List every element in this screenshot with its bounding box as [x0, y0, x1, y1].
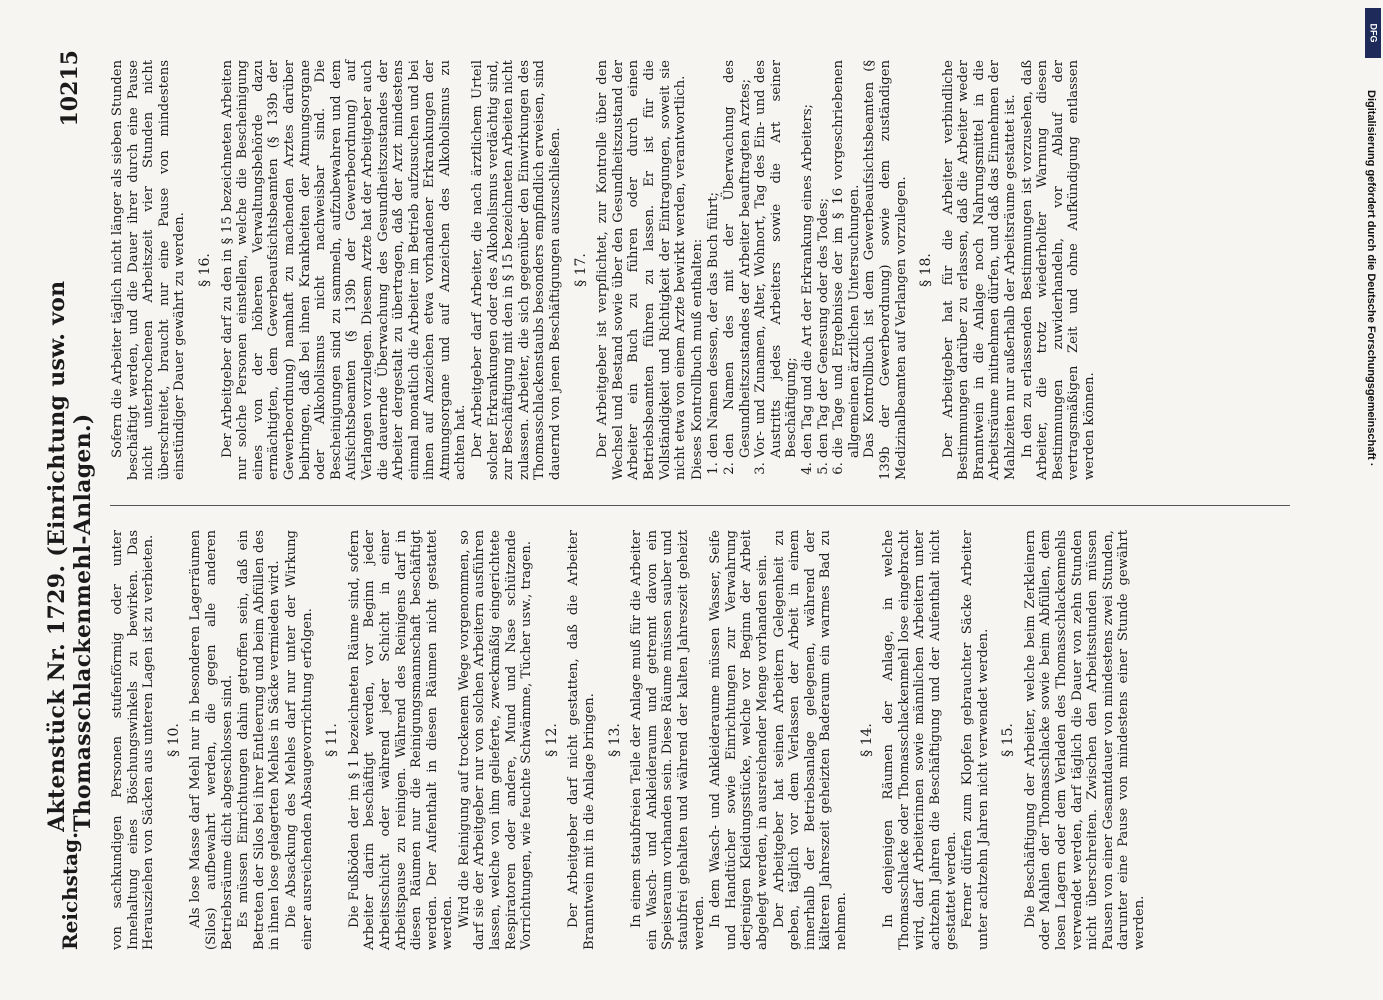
paragraph: Die Fußböden der im § 1 bezeichneten Räume sind, sofern Arbeiter darin beschäftigt werden, vor Beginn jeder Arbeitsschicht oder während jeder Schicht in einer Arbeitspause zu reinigen. Während des Reinigens darf in diesen Räumen nur die Reinigungsmannschaft beschäftigt werden. Der Aufenthalt in diesen Räumen nicht gestattet werden.	[346, 530, 456, 950]
section-heading: § 12.	[543, 723, 560, 757]
section-heading: § 13.	[606, 723, 623, 757]
document-page	[44, 50, 1310, 950]
paragraph: In dem Wasch- und Ankleideraume müssen Wasser, Seife und Handtücher sowie Einrichtungen zur Verwahrung derjenigen Kleidungsstücke, welche vor Beginn der Arbeit abgelegt werden, in ausreichender Menge vorhanden sein.	[708, 530, 770, 950]
paragraph: Das Kontrollbuch ist dem Gewerbeaufsichtsbeamten (§ 139b der Gewerbeordnung) sowie dem zuständigen Medizinalbeamten auf Verlangen vorzulegen.	[862, 60, 909, 480]
paragraph: Es müssen Einrichtungen dahin getroffen sein, daß ein Betreten der Silos bei ihrer Entleerung und beim Abfüllen des in ihnen lose gelagerten Mehles in Säcke vermieden wird.	[236, 530, 283, 950]
paragraph: Der Arbeitgeber darf zu den in § 15 bezeichneten Arbeiten nur solche Personen einstellen, welche die Bescheinigung eines von der höheren Verwaltungsbehörde dazu ermächtigten, dem Gewerbeaufsichtsbeamten (§ 139b der Gewerbeordnung) namhaft zu machenden Arztes darüber beibringen, daß bei ihnen Krankheiten der Atmungsorgane oder Alkoholismus nicht nachweisbar sind. Die Bescheinigungen sind zu sammeln, aufzubewahren und dem Aufsichtsbeamten (§ 139b der Gewerbeordnung) auf Verlangen vorzulegen. Diesem Arzte hat der Arbeitgeber auch die dauernde Überwachung des Gesundheitszustandes der Arbeiter dergestalt zu übertragen, daß der Arzt mindestens einmal monatlich die Arbeiter im Betrieb aufzusuchen und bei ihnen auf Anzeichen etwa vorhandener Erkrankungen der Atmungsorgane und auf Anzeichen des Alkoholismus zu achten hat.	[219, 60, 469, 480]
header-title: Aktenstück Nr. 1729. (Einrichtung usw. von Thomasschlackenmehl-Anlagen.)	[44, 280, 96, 832]
list-item: 4. den Tag und die Art der Erkrankung eines Arbeiters;	[800, 60, 816, 458]
paragraph: Der Arbeitgeber ist verpflichtet, zur Kontrolle über den Wechsel und Bestand sowie über den Gesundheitszustand der Arbeiter ein Buch zu führen oder durch einen Betriebsbeamten führen zu lassen. Er ist für die Vollständigkeit und Richtigkeit der Eintragungen, soweit sie nicht etwa von einem Arzte bewirkt werden, verantwortlich.	[595, 60, 689, 480]
paragraph: Sofern die Arbeiter täglich nicht länger als sieben Stunden beschäftigt werden, und die Dauer ihrer durch eine Pause nicht unterbrochenen Arbeitszeit vier Stunden nicht überschreitet, braucht nur eine Pause von mindestens einstündiger Dauer gewährt zu werden.	[110, 60, 188, 480]
digitization-text: Digitalisierung gefördert durch die Deutsche Forschungsgemeinschaft ·	[1365, 90, 1377, 467]
header-left: Reichstag.	[58, 831, 82, 950]
section-heading: § 17.	[572, 253, 589, 287]
paragraph: von sachkundigen Personen stufenförmig oder unter Innehaltung eines Böschungswinkels zu bewirken. Das Herausziehen von Säcken aus unteren Lagen ist zu verbieten.	[110, 530, 157, 950]
section-heading: § 18.	[918, 253, 935, 287]
paragraph: Die Absackung des Mehles darf nur unter der Wirkung einer ausreichenden Absaugevorrichtung erfolgen.	[283, 530, 315, 950]
paragraph: Die Beschäftigung der Arbeiter, welche beim Zerkleinern oder Mahlen der Thomasschlacke sowie beim Abfüllen, dem losen Lagern oder dem Verladen des Thomasschlackenmehls verwendet werden, darf täglich die Dauer von zehn Stunden nicht überschreiten. Zwischen den Arbeitsstunden müssen Pausen von einer Gesamtdauer von mindestens zwei Stunden, darunter eine Pause von mindestens einer Stunde gewährt werden.	[1022, 530, 1148, 950]
paragraph: Der Arbeitgeber hat für die Arbeiter verbindliche Bestimmungen darüber zu erlassen, daß die Arbeiter weder Branntwein in die Anlage noch Nahrungsmittel in die Arbeitsräume mitnehmen dürfen, und daß das Einnehmen der Mahlzeiten nur außerhalb der Arbeitsräume gestattet ist.	[940, 60, 1019, 480]
digitization-note	[1361, 10, 1381, 770]
page-number: 10215	[57, 50, 83, 127]
paragraph: Der Arbeitgeber darf Arbeiter, die nach ärztlichem Urteil solcher Erkrankungen oder des Alkoholismus verdächtig sind, zur Beschäftigung mit den in § 15 bezeichneten Arbeiten nicht zulassen. Arbeiter, die sich gegenüber den Einwirkungen des Thomasschlackenstaubs besonders empfindlich erweisen, sind dauernd von jenen Beschäftigungen auszuschließen.	[470, 60, 564, 480]
section-heading: § 16.	[196, 253, 213, 287]
section-heading: § 10.	[165, 723, 182, 757]
list-item: 2. den Namen des mit der Überwachung des Gesundheitszustandes der Arbeiter beauftragten Arztes;	[722, 60, 753, 458]
paragraph: In den zu erlassenden Bestimmungen ist vorzusehen, daß Arbeiter, die trotz wiederholter Warnung diesen Bestimmungen zuwiderhandeln, vor Ablauf der vertragsmäßigen Zeit und ohne Aufkündigung entlassen werden können.	[1019, 60, 1098, 480]
section-heading: § 11.	[324, 723, 341, 757]
dfg-logo: DFG	[1365, 8, 1381, 58]
page-header	[44, 50, 96, 950]
right-column	[110, 60, 1099, 480]
control-book-list	[706, 60, 862, 480]
column-divider	[110, 505, 1290, 506]
list-item: 1. den Namen dessen, der das Buch führt;	[706, 60, 722, 458]
paragraph: Ferner dürfen zum Klopfen gebrauchter Säcke Arbeiter unter achtzehn Jahren nicht verwendet werden.	[960, 530, 991, 950]
paragraph: Dieses Kontrollbuch muß enthalten:	[689, 238, 705, 480]
section-heading: § 15.	[1000, 723, 1017, 757]
paragraph: Der Arbeitgeber darf nicht gestatten, daß die Arbeiter Branntwein mit in die Anlage bringen.	[566, 530, 598, 950]
paragraph: In einem staubfreien Teile der Anlage muß für die Arbeiter ein Wasch- und Ankleideraum und getrennt davon ein Speiseraum vorhanden sein. Diese Räume müssen sauber und staubfrei gehalten und während der kalten Jahreszeit geheizt werden.	[629, 530, 707, 950]
list-item: 3. Vor- und Zunamen, Alter, Wohnort, Tag des Ein- und des Austritts jedes Arbeiters sowie die Art seiner Beschäftigung;	[753, 60, 800, 458]
left-column	[110, 530, 1149, 950]
list-item: 6. die Tage und Ergebnisse der im § 16 vorgeschriebenen allgemeinen ärztlichen Untersuchungen.	[831, 60, 862, 458]
paragraph: Der Arbeitgeber hat seinen Arbeitern Gelegenheit zu geben, täglich vor dem Verlassen der Arbeit in einem innerhalb der Betriebsanlage gelegenen, während der kälteren Jahreszeit geheizten Baderaum ein warmes Bad zu nehmen.	[771, 530, 849, 950]
section-heading: § 14.	[858, 723, 875, 757]
list-item: 5. den Tag der Genesung oder des Todes;	[816, 60, 832, 458]
paragraph: Als lose Masse darf Mehl nur in besonderen Lagerräumen (Silos) aufbewahrt werden, die gegen alle anderen Betriebsräume dicht abgeschlossen sind.	[188, 530, 235, 950]
paragraph: Wird die Reinigung auf trockenem Wege vorgenommen, so darf sie der Arbeitgeber nur von solchen Arbeitern ausführen lassen, welche von ihm gelieferte, zweckmäßig eingerichtete Respiratoren oder andere, Mund und Nase schützende Vorrichtungen, wie feuchte Schwämme, Tücher usw., tragen.	[456, 530, 535, 950]
paragraph: In denjenigen Räumen der Anlage, in welche Thomasschlacke oder Thomasschlackenmehl lose eingebracht wird, darf Arbeiterinnen sowie männlichen Arbeitern unter achtzehn Jahren die Beschäftigung und der Aufenthalt nicht gestattet werden.	[881, 530, 959, 950]
